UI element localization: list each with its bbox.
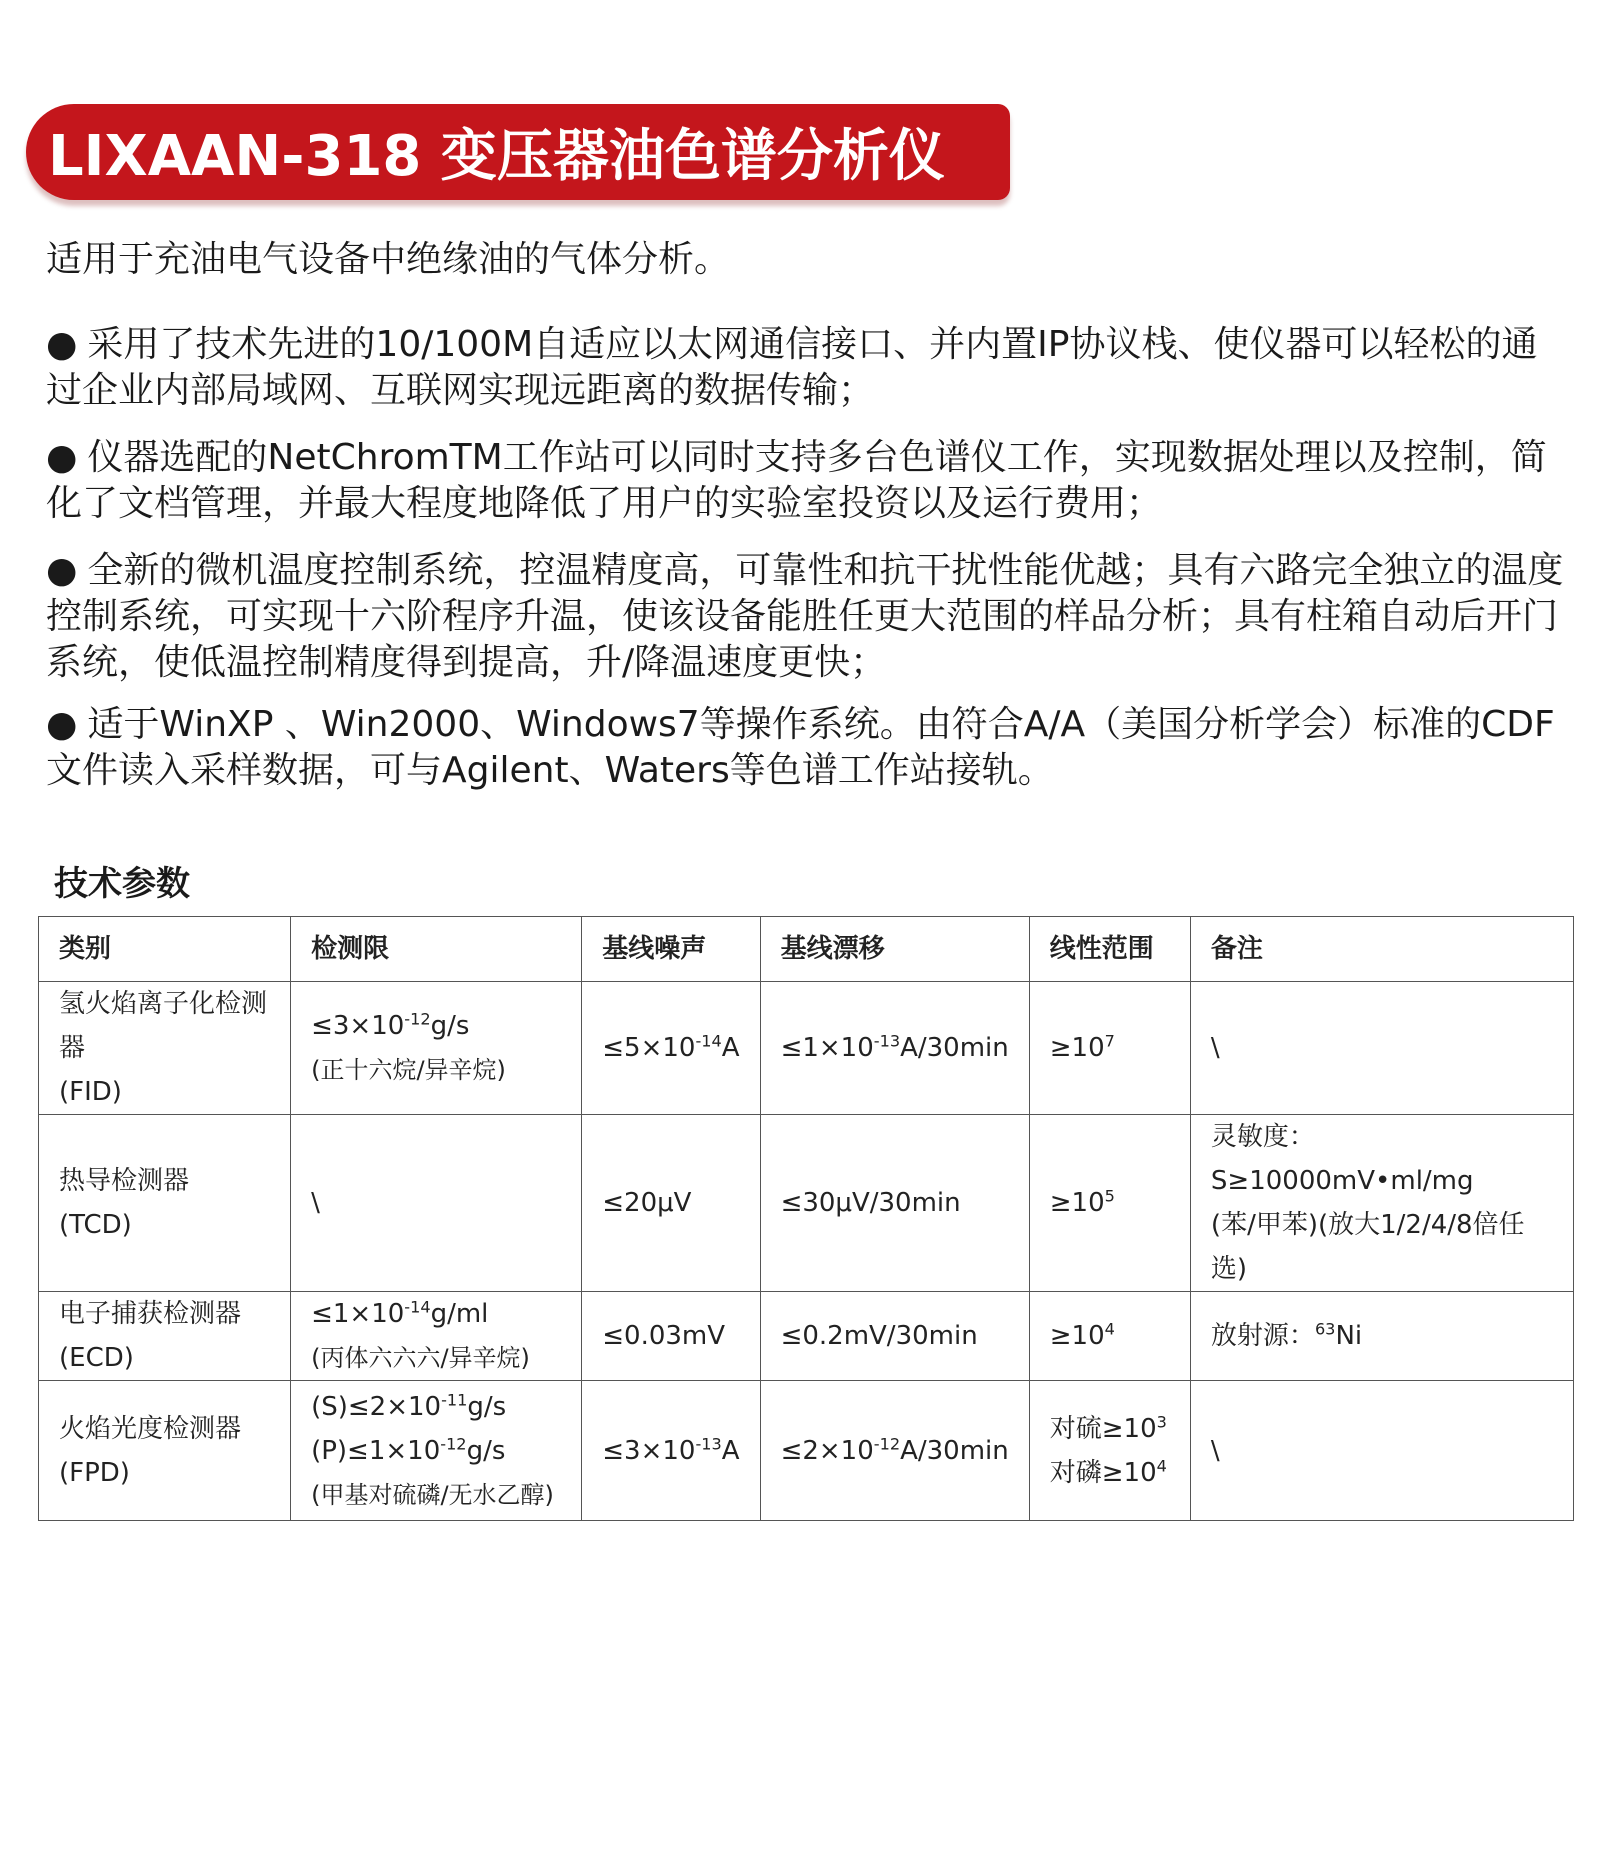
- bullet-icon: ●: [46, 324, 78, 365]
- cell-category: [39, 1115, 291, 1292]
- cell-linear-range: [1029, 1115, 1190, 1292]
- value-text: ≤0.03mV: [602, 1321, 726, 1351]
- table-row: [39, 982, 1574, 1115]
- feature-item: [46, 548, 1566, 686]
- cell-remark: [1190, 1115, 1573, 1292]
- cell-remark: [1190, 1292, 1573, 1381]
- value-text: ≤3×10: [311, 1011, 405, 1041]
- value-text: \: [1210, 1435, 1220, 1466]
- detection-line: [311, 1473, 561, 1517]
- feature-item: [46, 435, 1566, 527]
- unit-text: A/30min: [900, 1435, 1009, 1466]
- unit-text: g/ml: [430, 1299, 489, 1329]
- exponent: 5: [1104, 1186, 1115, 1206]
- exponent: -14: [695, 1031, 722, 1051]
- detection-line: [311, 1429, 561, 1473]
- cell-category: [39, 1381, 291, 1521]
- value-text: ≤1×10: [311, 1299, 405, 1329]
- cell-drift: [760, 982, 1029, 1115]
- linear-line: [1050, 1026, 1170, 1070]
- exponent: -12: [404, 1009, 431, 1029]
- cell-detection-limit: [291, 1381, 582, 1521]
- cell-detection-limit: [291, 1292, 582, 1381]
- category-line: (FID): [59, 1077, 122, 1107]
- table-row: [39, 1381, 1574, 1521]
- linear-line: [1050, 1451, 1170, 1495]
- header-detection-limit: 检测限: [291, 917, 582, 982]
- exponent: 63: [1314, 1319, 1336, 1339]
- cell-linear-range: [1029, 1381, 1190, 1521]
- value-text: (甲基对硫磷/无水乙醇): [311, 1480, 554, 1509]
- exponent: -12: [440, 1433, 467, 1453]
- detection-line: [311, 1336, 561, 1380]
- exponent: -13: [873, 1031, 901, 1051]
- value-text: ≥10: [1049, 1033, 1105, 1063]
- feature-text: 适于WinXP 、Win2000、Windows7等操作系统。由符合A/A（美国分析学会）标准的CDF文件读入采样数据，可与Agilent、Waters等色谱工作站接轨。: [46, 704, 1555, 791]
- cell-detection-limit: [291, 1115, 582, 1292]
- noise-line: [602, 1181, 739, 1225]
- value-text: (P)≤1×10: [311, 1435, 441, 1466]
- feature-item: [46, 702, 1566, 794]
- title-banner: [26, 104, 1010, 200]
- value-text: (丙体六六六/异辛烷): [311, 1344, 530, 1372]
- value-text: ≤1×10: [780, 1033, 874, 1063]
- bullet-icon: ●: [46, 437, 78, 478]
- cell-linear-range: [1029, 982, 1190, 1115]
- category-line: 热导检测器: [59, 1166, 190, 1196]
- category-line: (ECD): [59, 1343, 134, 1373]
- unit-text: g/s: [467, 1391, 507, 1422]
- header-category: 类别: [39, 917, 291, 982]
- remark-line: [1211, 1314, 1553, 1358]
- cell-remark: [1190, 982, 1573, 1115]
- drift-line: [781, 1026, 1009, 1070]
- cell-noise: [582, 1381, 760, 1521]
- feature-text: 采用了技术先进的10/100M自适应以太网通信接口、并内置IP协议栈、使仪器可以轻松的通过企业内部局域网、互联网实现远距离的数据传输；: [46, 324, 1538, 411]
- noise-line: [602, 1429, 739, 1473]
- value-text: ≤30μV/30min: [780, 1188, 961, 1218]
- cell-noise: [582, 982, 760, 1115]
- category-line: (FPD): [59, 1457, 130, 1488]
- value-text: \: [311, 1188, 320, 1218]
- cell-noise: [582, 1115, 760, 1292]
- value-text: (正十六烷/异辛烷): [311, 1056, 506, 1084]
- value-text: ≥10: [1049, 1321, 1105, 1351]
- feature-text: 全新的微机温度控制系统，控温精度高，可靠性和抗干扰性能优越；具有六路完全独立的温度控制系统，可实现十六阶程序升温，使该设备能胜任更大范围的样品分析；具有柱箱自动后开门系统，使低温控制精度得到提高，升/降温速度更快；: [46, 550, 1564, 683]
- remark-line: [1211, 1026, 1553, 1070]
- value-text: 对硫≥10: [1049, 1413, 1157, 1444]
- drift-line: [781, 1429, 1009, 1473]
- drift-line: [781, 1314, 1009, 1358]
- value-text: ≤20μV: [602, 1188, 692, 1218]
- linear-line: [1050, 1181, 1170, 1225]
- intro-text: 适用于充油电气设备中绝缘油的气体分析。: [46, 239, 731, 280]
- header-linear-range: 线性范围: [1029, 917, 1190, 982]
- drift-line: [781, 1181, 1009, 1225]
- cell-category: [39, 982, 291, 1115]
- value-text: 放射源：: [1210, 1321, 1315, 1351]
- unit-text: Ni: [1335, 1321, 1363, 1351]
- table-row: [39, 1292, 1574, 1381]
- page-title: LIXAAN-318 变压器油色谱分析仪: [48, 124, 945, 189]
- exponent: -14: [404, 1297, 431, 1317]
- value-text: \: [1210, 1033, 1220, 1063]
- cell-linear-range: [1029, 1292, 1190, 1381]
- unit-text: A: [721, 1435, 740, 1466]
- remark-line: [1211, 1115, 1553, 1203]
- value-text: ≤5×10: [602, 1033, 696, 1063]
- cell-remark: [1190, 1381, 1573, 1521]
- detection-line: [311, 1292, 561, 1336]
- detection-line: [311, 1004, 561, 1048]
- header-noise: 基线噪声: [582, 917, 760, 982]
- linear-line: [1050, 1314, 1170, 1358]
- section-title: 技术参数: [54, 864, 190, 904]
- remark-line: [1211, 1203, 1553, 1291]
- detection-line: [311, 1385, 561, 1429]
- unit-text: A/30min: [900, 1033, 1009, 1063]
- detection-line: [311, 1048, 561, 1092]
- category-line: (TCD): [59, 1210, 132, 1240]
- cell-drift: [760, 1115, 1029, 1292]
- exponent: 3: [1156, 1411, 1167, 1431]
- value-text: ≤0.2mV/30min: [780, 1321, 978, 1351]
- value-text: 灵敏度：S≥10000mV•ml/mg: [1210, 1122, 1474, 1196]
- remark-line: [1211, 1429, 1553, 1473]
- header-drift: 基线漂移: [760, 917, 1029, 982]
- exponent: 7: [1104, 1031, 1115, 1051]
- category-line: 电子捕获检测器: [59, 1299, 242, 1329]
- exponent: 4: [1156, 1455, 1167, 1475]
- cell-category: [39, 1292, 291, 1381]
- value-text: ≤2×10: [780, 1435, 874, 1466]
- unit-text: g/s: [430, 1011, 470, 1041]
- detection-line: [311, 1181, 561, 1225]
- value-text: 对磷≥10: [1049, 1457, 1157, 1488]
- header-remark: 备注: [1190, 917, 1573, 982]
- table-header-row: [39, 917, 1574, 982]
- spec-table: [38, 916, 1574, 1521]
- category-line: 火焰光度检测器: [59, 1413, 242, 1444]
- exponent: -12: [873, 1433, 901, 1453]
- cell-noise: [582, 1292, 760, 1381]
- cell-drift: [760, 1292, 1029, 1381]
- unit-text: g/s: [466, 1435, 506, 1466]
- category-line: 氢火焰离子化检测器: [59, 989, 268, 1063]
- value-text: (S)≤2×10: [311, 1391, 442, 1422]
- exponent: 4: [1104, 1319, 1115, 1339]
- value-text: ≥10: [1049, 1188, 1105, 1218]
- bullet-icon: ●: [46, 704, 78, 745]
- noise-line: [602, 1026, 739, 1070]
- value-text: ≤3×10: [602, 1435, 696, 1466]
- unit-text: A: [721, 1033, 740, 1063]
- exponent: -11: [441, 1389, 468, 1409]
- noise-line: [602, 1314, 739, 1358]
- bullet-icon: ●: [46, 550, 78, 591]
- cell-drift: [760, 1381, 1029, 1521]
- feature-text: 仪器选配的NetChromTM工作站可以同时支持多台色谱仪工作，实现数据处理以及控制，简化了文档管理，并最大程度地降低了用户的实验室投资以及运行费用；: [46, 437, 1547, 524]
- linear-line: [1050, 1407, 1170, 1451]
- feature-item: [46, 322, 1566, 414]
- cell-detection-limit: [291, 982, 582, 1115]
- table-row: [39, 1115, 1574, 1292]
- exponent: -13: [695, 1433, 722, 1453]
- value-text: (苯/甲苯)(放大1/2/4/8倍任选): [1210, 1210, 1525, 1284]
